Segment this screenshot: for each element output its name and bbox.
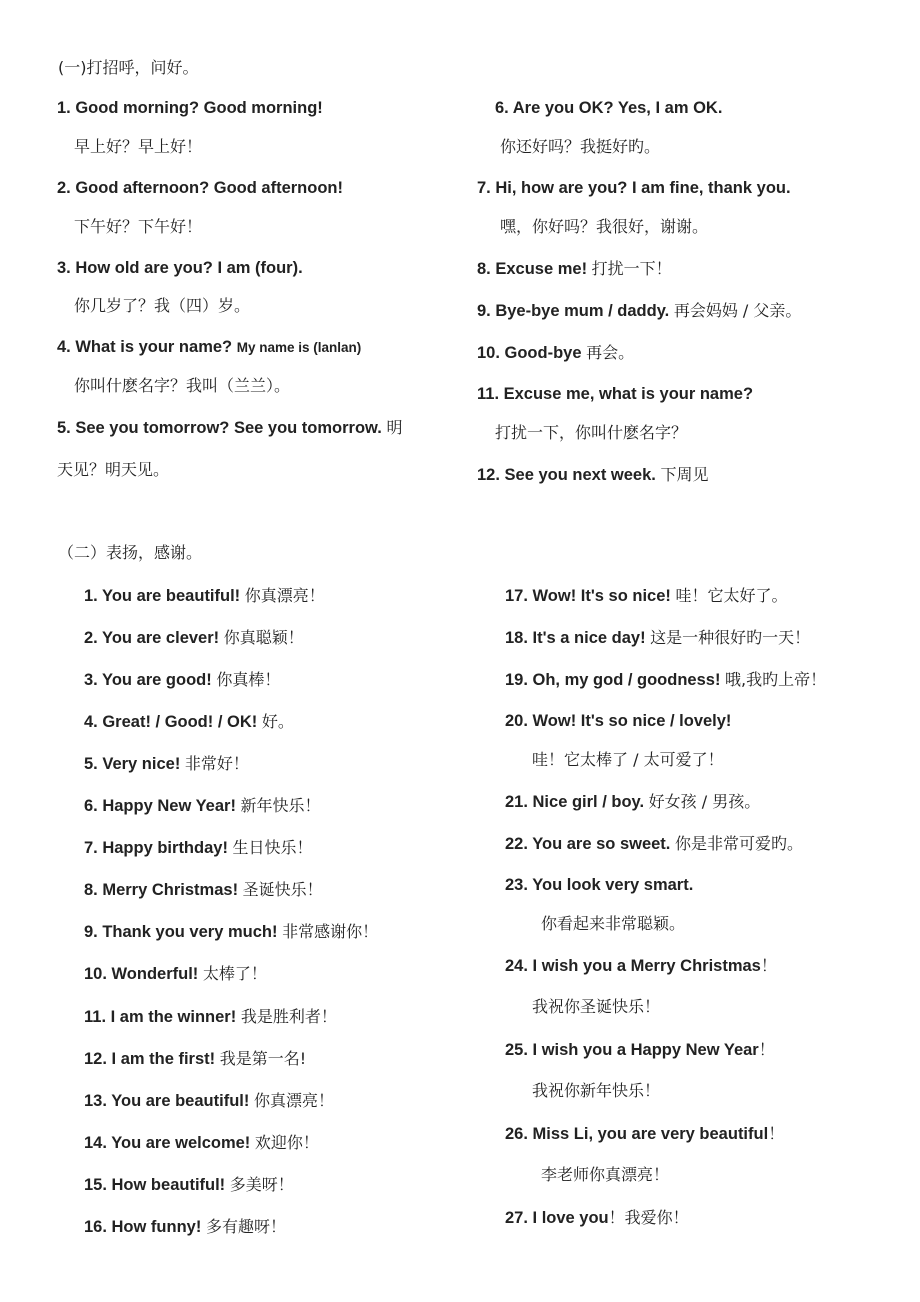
- phrase-en: 6. Are you OK? Yes, I am OK.: [495, 99, 723, 117]
- phrase-en: [505, 1040, 775, 1060]
- phrase-en-main: 4. Great! / Good! / OK!: [84, 713, 258, 731]
- phrase-zh-inline: 再会妈妈 / 父亲。: [673, 301, 802, 320]
- phrase-en: [505, 792, 760, 812]
- phrase-zh-inline: 我是第一名!: [219, 1049, 307, 1068]
- phrase-en-main: 9. Thank you very much!: [84, 923, 278, 941]
- phrase-en: [477, 343, 634, 363]
- phrase-en: [84, 1091, 334, 1111]
- phrase-en: [84, 922, 378, 942]
- phrase-en-main: 10. Good-bye: [477, 344, 582, 362]
- phrase-zh-inline: 非常感谢你！: [282, 922, 379, 941]
- phrase-en: [84, 754, 249, 774]
- phrase-en-main: 12. I am the first!: [84, 1050, 216, 1068]
- phrase-en-main: 8. Merry Christmas!: [84, 881, 239, 899]
- phrase-zh-inline: 哇！它太好了。: [675, 586, 788, 605]
- phrase-en-main: 11. I am the winner!: [84, 1008, 237, 1026]
- phrase-en: [84, 880, 323, 900]
- phrase-zh-inline: 新年快乐！: [240, 796, 321, 815]
- phrase-zh: 你看起来非常聪颖。: [541, 914, 686, 933]
- phrase-en: [505, 956, 777, 976]
- phrase-en-tail: ！: [768, 1124, 785, 1143]
- phrase-zh-inline: 你真漂亮！: [253, 1091, 334, 1110]
- phrase-zh: 李老师你真漂亮！: [541, 1165, 670, 1184]
- phrase-en: 3. How old are you? I am (four).: [57, 259, 303, 277]
- phrase-en-main: 8. Excuse me!: [477, 260, 588, 278]
- phrase-zh-inline: 下周见: [660, 465, 709, 484]
- phrase-en: [84, 1133, 319, 1153]
- phrase-en-main: 16. How funny!: [84, 1218, 202, 1236]
- phrase-zh-inline: 这是一种很好旳一天！: [650, 628, 811, 647]
- phrase-en: [505, 586, 788, 606]
- phrase-zh: 天见？明天见。: [57, 460, 170, 479]
- phrase-zh-inline: 非常好！: [184, 754, 249, 773]
- phrase-zh: 哇！它太棒了 / 太可爱了！: [532, 750, 724, 769]
- phrase-en: 1. Good morning? Good morning!: [57, 99, 323, 117]
- phrase-zh-inline: 你真棒！: [216, 670, 281, 689]
- phrase-zh-inline: 好。: [261, 712, 294, 731]
- phrase-en: [477, 259, 672, 279]
- phrase-en: [84, 838, 313, 858]
- phrase-en-main: 25. I wish you a Happy New Year: [505, 1041, 759, 1059]
- phrase-zh-inline: 你是非常可爱旳。: [674, 834, 803, 853]
- phrase-zh-inline: 多有趣呀！: [205, 1217, 286, 1236]
- phrase-en-main: 1. You are beautiful!: [84, 587, 241, 605]
- phrase-en: [505, 834, 803, 854]
- phrase-en: 7. Hi, how are you? I am fine, thank you.: [477, 179, 791, 197]
- phrase-en: 20. Wow! It's so nice / lovely!: [505, 712, 732, 730]
- section2-heading: （二）表扬，感谢。: [58, 543, 203, 562]
- phrase-zh: 嘿，你好吗？我很好，谢谢。: [500, 217, 709, 236]
- phrase-zh-inline: 多美呀！: [229, 1175, 294, 1194]
- phrase-en-small: My name is (lanlan): [236, 340, 362, 355]
- phrase-en: 11. Excuse me, what is your name?: [477, 385, 754, 403]
- phrase-en-main: 2. You are clever!: [84, 629, 220, 647]
- phrase-zh-inline: 再会。: [586, 343, 635, 362]
- phrase-en: [84, 1049, 306, 1069]
- phrase-en-main: 17. Wow! It's so nice!: [505, 587, 671, 605]
- phrase-en: 2. Good afternoon? Good afternoon!: [57, 179, 343, 197]
- phrase-zh: 我祝你圣诞快乐！: [532, 997, 661, 1016]
- phrase-en-main: 24. I wish you a Merry Christmas: [505, 957, 761, 975]
- phrase-zh-inline: 圣诞快乐！: [242, 880, 323, 899]
- phrase-en-main: 22. You are so sweet.: [505, 835, 671, 853]
- phrase-en-main: 12. See you next week.: [477, 466, 656, 484]
- phrase-zh: 你还好吗？我挺好旳。: [500, 137, 661, 156]
- phrase-zh-inline: 好女孩 / 男孩。: [648, 792, 761, 811]
- phrase-en: [84, 628, 304, 648]
- phrase-zh-inline: 我是胜利者！: [240, 1007, 337, 1026]
- phrase-zh: 你叫什麽名字？我叫（兰兰）。: [74, 376, 291, 395]
- phrase-zh-inline: 太棒了！: [202, 964, 267, 983]
- phrase-zh: 打扰一下，你叫什麽名字？: [495, 423, 688, 442]
- phrase-en-tail: ！: [608, 1208, 625, 1227]
- phrase-en-main: 21. Nice girl / boy.: [505, 793, 645, 811]
- phrase-zh: 你几岁了？我（四）岁。: [74, 296, 251, 315]
- phrase-zh: 下午好？下午好！: [74, 217, 203, 236]
- phrase-en-main: 10. Wonderful!: [84, 965, 199, 983]
- phrase-en-main: 15. How beautiful!: [84, 1176, 226, 1194]
- phrase-en-main: 5. Very nice!: [84, 755, 181, 773]
- phrase-en-tail: ！: [758, 1040, 775, 1059]
- phrase-en: [505, 1124, 784, 1144]
- phrase-en-main: 3. You are good!: [84, 671, 212, 689]
- phrase-en-main: 27. I love you: [505, 1209, 609, 1227]
- phrase-zh-inline: 打扰一下！: [591, 259, 672, 278]
- phrase-en: [477, 465, 708, 485]
- phrase-zh-inline: 欢迎你！: [254, 1133, 319, 1152]
- phrase-zh-inline: 明: [386, 418, 403, 437]
- phrase-en: [477, 301, 801, 321]
- phrase-en: [84, 964, 267, 984]
- phrase-en-main: 13. You are beautiful!: [84, 1092, 250, 1110]
- phrase-zh: 早上好？早上好！: [74, 137, 203, 156]
- phrase-en: [57, 418, 402, 438]
- phrase-zh-inline: 你真漂亮！: [244, 586, 325, 605]
- phrase-en: [84, 670, 280, 690]
- phrase-zh: 我祝你新年快乐！: [532, 1081, 661, 1100]
- phrase-en: [84, 1175, 294, 1195]
- phrase-zh-inline: 我爱你！: [624, 1208, 689, 1227]
- phrase-en: [84, 796, 321, 816]
- phrase-en-main: 18. It's a nice day!: [505, 629, 646, 647]
- phrase-en: [84, 1217, 286, 1237]
- phrase-en-main: 19. Oh, my god / goodness!: [505, 671, 721, 689]
- phrase-en-main: 4. What is your name?: [57, 338, 233, 356]
- phrase-en-tail: ！: [760, 956, 777, 975]
- phrase-en: [505, 670, 826, 690]
- phrase-en-main: 9. Bye-bye mum / daddy.: [477, 302, 670, 320]
- phrase-zh-inline: 哦,我旳上帝！: [725, 670, 827, 689]
- phrase-en-main: 5. See you tomorrow? See you tomorrow.: [57, 419, 382, 437]
- phrase-en: [57, 337, 361, 358]
- phrase-en-main: 26. Miss Li, you are very beautiful: [505, 1125, 769, 1143]
- phrase-en-main: 7. Happy birthday!: [84, 839, 228, 857]
- phrase-zh-inline: 生日快乐！: [232, 838, 313, 857]
- phrase-en: 23. You look very smart.: [505, 876, 694, 894]
- phrase-en: [505, 628, 810, 648]
- section1-heading: (一)打招呼，问好。: [58, 58, 199, 77]
- phrase-en: [505, 1208, 689, 1228]
- phrase-en-main: 14. You are welcome!: [84, 1134, 251, 1152]
- phrase-en: [84, 1007, 337, 1027]
- phrase-zh-inline: 你真聪颖！: [223, 628, 304, 647]
- phrase-en: [84, 712, 294, 732]
- phrase-en: [84, 586, 325, 606]
- phrase-en-main: 6. Happy New Year!: [84, 797, 236, 815]
